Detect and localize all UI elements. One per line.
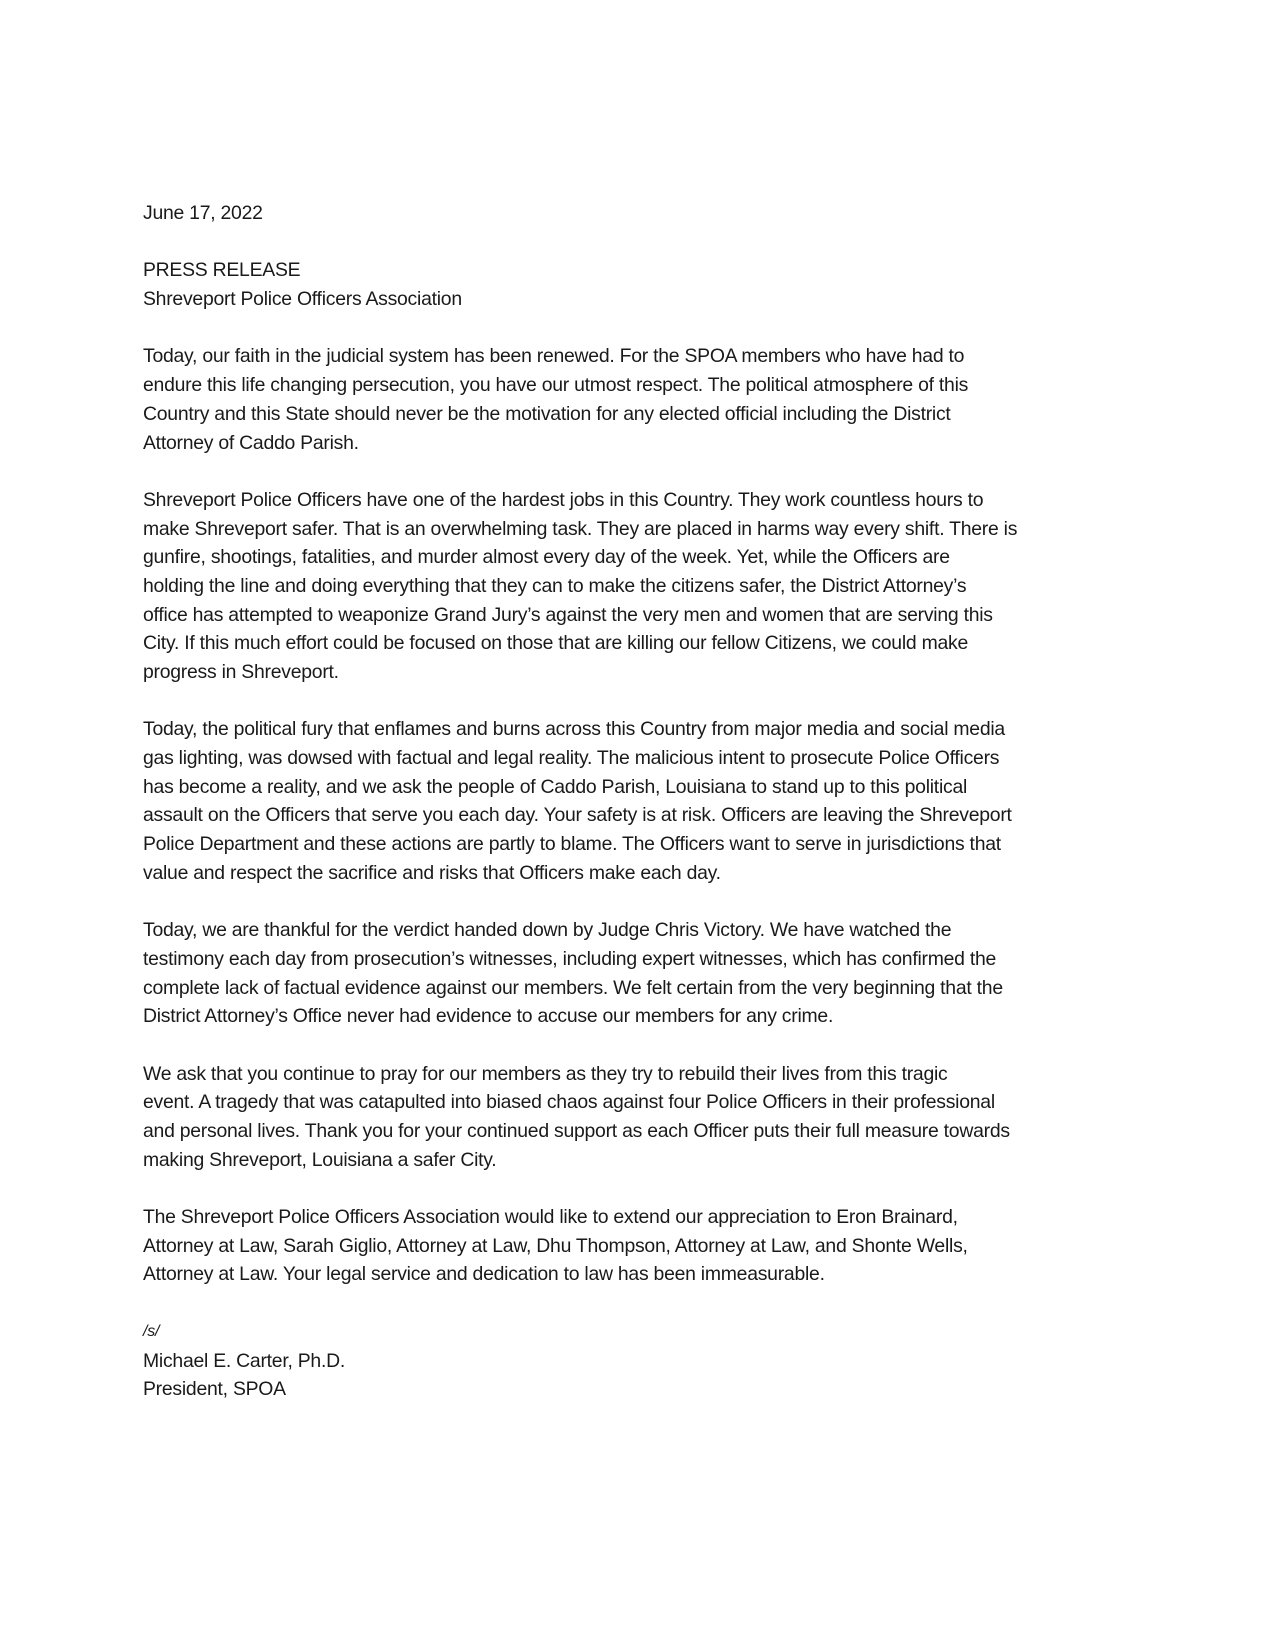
text-line: Today, the political fury that enflames and burns across this Country from major media and social media [143,718,1005,741]
paragraph-2 [143,486,1143,687]
text-line: holding the line and doing everything that they can to make the citizens safer, the District Attorney’s [143,574,967,597]
text-line: Attorney at Law, Sarah Giglio, Attorney at Law, Dhu Thompson, Attorney at Law, and Shonte Wells, [143,1234,968,1257]
text-line: Shreveport Police Officers have one of the hardest jobs in this Country. They work countless hours to [143,488,984,511]
text-line: District Attorney’s Office never had evidence to accuse our members for any crime. [143,1005,834,1028]
text-line: Attorney of Caddo Parish. [143,431,359,454]
text-line: event. A tragedy that was catapulted into biased chaos against four Police Officers in their professional [143,1091,995,1114]
spacer [143,457,1143,486]
text-line: Attorney at Law. Your legal service and dedication to law has been immeasurable. [143,1263,825,1286]
text-line: gunfire, shootings, fatalities, and murder almost every day of the week. Yet, while the Officers are [143,546,950,569]
text-line: and personal lives. Thank you for your continued support as each Officer puts their full measure towards [143,1120,1010,1142]
text-line: gas lighting, was dowsed with factual and legal reality. The malicious intent to prosecute Police Officers [143,747,1000,770]
text-line: making Shreveport, Louisiana a safer City. [143,1148,497,1171]
text-line: The Shreveport Police Officers Association would like to extend our appreciation to Eron Brainard, [143,1206,958,1229]
organization-name: Shreveport Police Officers Association [143,288,462,311]
text-line: assault on the Officers that serve you each day. Your safety is at risk. Officers are leaving the Shreveport [143,804,1012,827]
text-line: make Shreveport safer. That is an overwhelming task. They are placed in harms way every shift. There is [143,517,1018,540]
paragraph-4 [143,916,1143,1031]
text-line: complete lack of factual evidence against our members. We felt certain from the very beginning that the [143,976,1003,999]
text-line: Today, our faith in the judicial system has been renewed. For the SPOA members who have had to [143,345,965,368]
signature-block [143,1318,1143,1404]
spacer [143,1289,1143,1318]
spacer [143,228,1143,257]
text-line: Country and this State should never be the motivation for any elected official including the District [143,402,951,425]
spacer [143,888,1143,917]
text-line: We ask that you continue to pray for our members as they try to rebuild their lives from this tragic [143,1062,948,1085]
text-line: Police Department and these actions are partly to blame. The Officers want to serve in jurisdictions that [143,833,1001,856]
paragraph-1 [143,342,1143,457]
text-line: has become a reality, and we ask the people of Caddo Parish, Louisiana to stand up to this political [143,775,968,798]
text-line: progress in Shreveport. [143,661,339,683]
text-line: Today, we are thankful for the verdict handed down by Judge Chris Victory. We have watched the [143,919,952,942]
paragraph-3 [143,715,1143,887]
spacer [143,1174,1143,1203]
spacer [143,1031,1143,1060]
text-line: City. If this much effort could be focused on those that are killing our fellow Citizens, we could make [143,632,968,655]
date-line: June 17, 2022 [143,202,263,224]
text-line: endure this life changing persecution, you have our utmost respect. The political atmosphere of this [143,374,969,397]
spacer [143,314,1143,343]
spacer [143,687,1143,716]
paragraph-6 [143,1203,1143,1289]
signature-mark: /s/ [143,1322,160,1340]
press-release-title: PRESS RELEASE [143,259,301,282]
text-line: value and respect the sacrifice and risks that Officers make each day. [143,861,721,884]
press-release-body [143,199,1143,1404]
signer-name: Michael E. Carter, Ph.D. [143,1349,345,1372]
text-line: testimony each day from prosecution’s witnesses, including expert witnesses, which has confirmed the [143,947,997,970]
paragraph-5 [143,1060,1143,1175]
signer-title: President, SPOA [143,1378,286,1401]
text-line: office has attempted to weaponize Grand Jury’s against the very men and women that are serving this [143,603,993,626]
